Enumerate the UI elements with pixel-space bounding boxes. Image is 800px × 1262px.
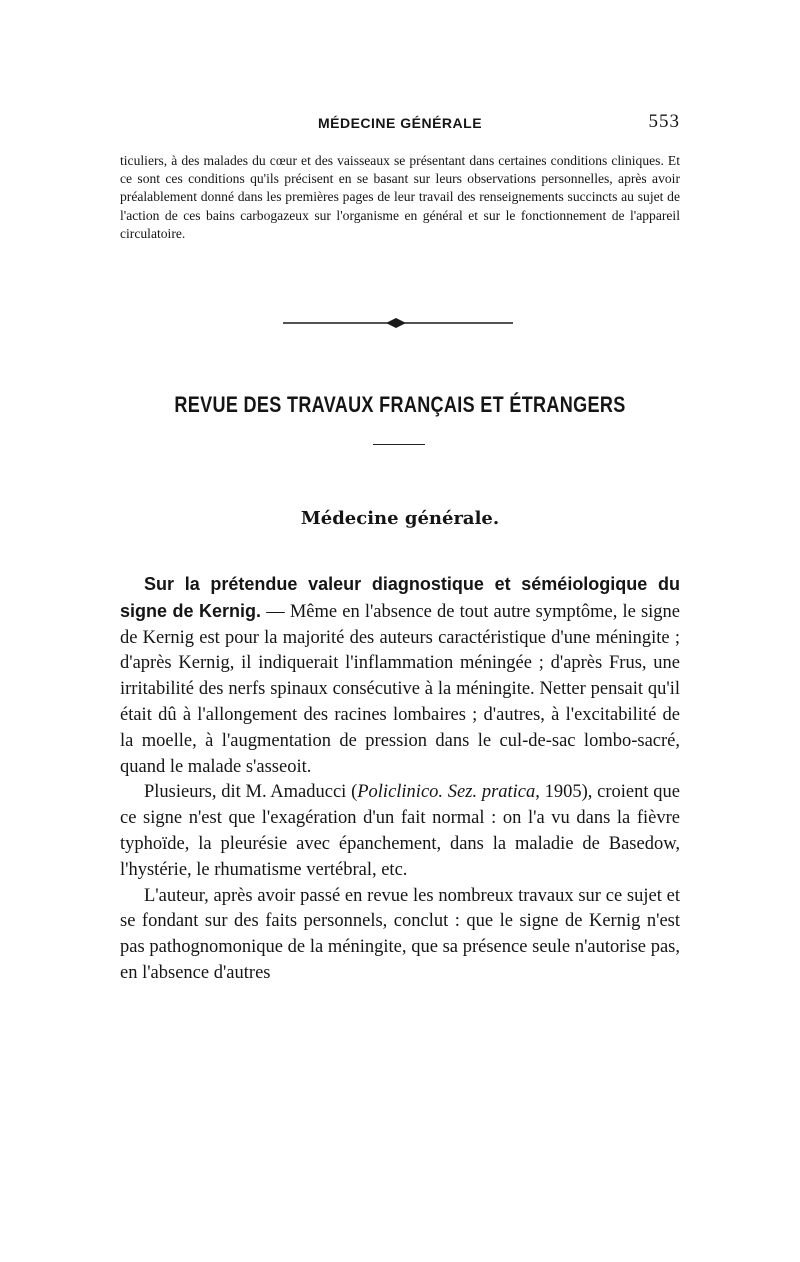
section-title: REVUE DES TRAVAUX FRANÇAIS ET ÉTRANGERS xyxy=(174,392,626,417)
article-paragraph-1 xyxy=(120,572,680,780)
subsection-title: Médecine générale. xyxy=(300,508,500,529)
page-number: 553 xyxy=(648,111,680,132)
article-body xyxy=(120,572,680,987)
running-head xyxy=(120,111,680,139)
article-paragraph-2 xyxy=(120,780,680,883)
citation: Policlinico. Sez. pratica xyxy=(357,782,536,803)
article-paragraph-1-text: — Même en l'absence de tout autre symptôme, le signe de Kernig est pour la majorité des auteurs caractéristique d'une méningite ; d'après Kernig, il indiquerait l'inflammation méningée ; d'après Frus, une irritabilité des nerfs spinaux consécutive à la méningite. Netter pensait qu'il était dû à l'allongement des racines lombaires ; d'autres, à l'excitabilité de la moelle, à l'augmentation de pression dans le cul-de-sac lombo-sacré, quand le malade s'asseoit. xyxy=(120,601,681,777)
article-paragraph-2-text: , 1905), croient que ce signe n'est que l'exagération d'un fait normal : on l'a vu dans la fièvre typhoïde, la pleurésie avec épanchement, dans la maladie de Basedow, l'hystérie, le rhumatisme vertébral, etc. xyxy=(120,782,680,880)
short-rule xyxy=(373,444,425,445)
article-paragraph-3: L'auteur, après avoir passé en revue les nombreux travaux sur ce sujet et se fondant sur des faits personnels, conclut : que le signe de Kernig n'est pas pathognomonique de la méningite, que sa présence seule n'autorise pas, en l'absence d'autres xyxy=(120,885,680,983)
section-divider-ornament xyxy=(283,316,513,330)
article-heading: Sur la prétendue valeur diagnostique et séméiologique du signe de Kernig. xyxy=(120,574,680,621)
article-paragraph-2-start: Plusieurs, dit M. Amaducci ( xyxy=(144,782,358,803)
running-title: MÉDECINE GÉNÉRALE xyxy=(317,115,483,131)
intro-paragraph: ticuliers, à des malades du cœur et des vaisseaux se présentant dans certaines conditions cliniques. Et ce sont ces conditions qu'ils précisent en se basant sur leurs observations personnelles, après avoir préalablement donné dans les premières pages de leur travail des renseignements succincts au sujet de l'action de ces bains carbogazeux sur l'organisme en général et sur le fonctionnement de l'appareil circulatoire. xyxy=(120,153,680,241)
